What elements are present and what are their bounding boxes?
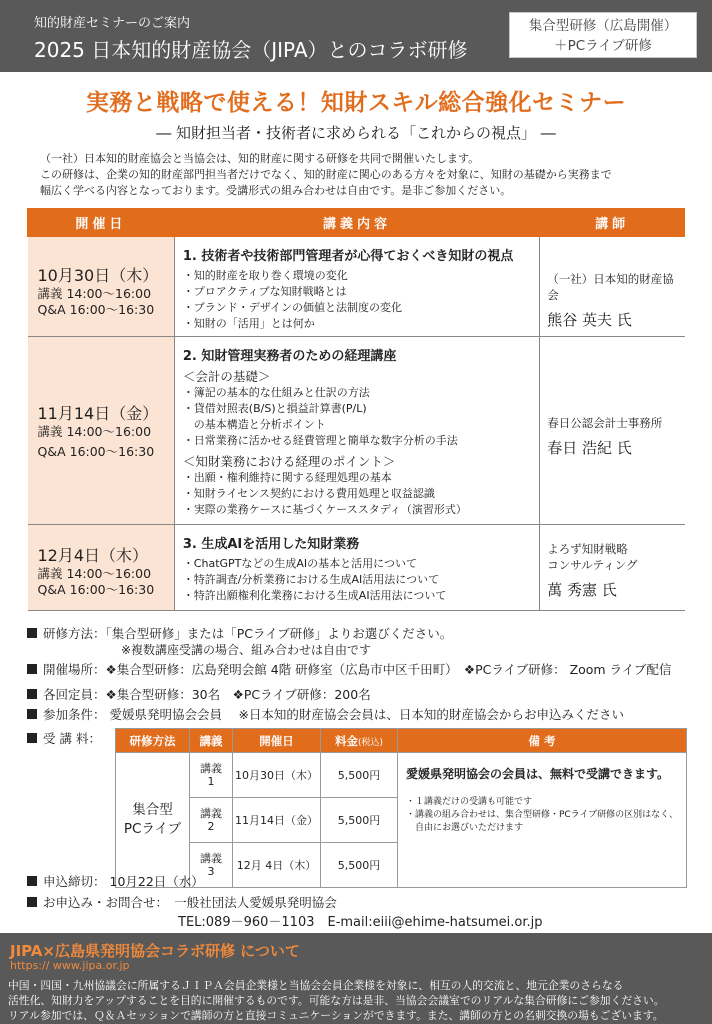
fee-col-price (321, 729, 398, 753)
fee-col-price-tax: (税込) (357, 737, 384, 748)
format-box (509, 12, 697, 58)
row3-heading: 3. 生成AIを活用した知財業務 (182, 537, 360, 552)
info-method-note: ※複数講座受講の場合、組み合わせは自由です (121, 643, 372, 657)
fee-note-1: ・１講義だけの受講も可能です (406, 797, 533, 807)
fee-type-cell (116, 753, 190, 888)
contact-tel-email: TEL:089－960－1103 E-mail:eiii@ehime-hatsumei.or.jp (178, 915, 543, 930)
header-banner (0, 0, 712, 72)
fee-price: 5,500円 (321, 798, 398, 843)
row2-item: の基本構造と分析ポイント (182, 418, 326, 431)
fee-date: 11月14日（金） (233, 798, 321, 843)
capacity-value: ：❖集合型研修：30名 ❖PCライブ研修：200名 (93, 687, 371, 702)
fee-type-line-2: PCライブ (123, 821, 182, 837)
info-deadline (27, 872, 204, 890)
row1-time-qa: Q&A 16:00～16:30 (37, 302, 155, 317)
row2-item: ・簿記の基本的な仕組みと仕訳の方法 (182, 386, 370, 399)
fee-note-3: 自由にお選びいただけます (406, 823, 524, 833)
schedule-row-3 (28, 525, 685, 611)
row3-lecturer-org-1: よろず知財戦略 (547, 542, 628, 556)
row1-content-cell (174, 237, 539, 337)
row3-item: ・特許出願権利化業務における生成AI活用法について (182, 589, 447, 602)
footer-url-link[interactable]: https:// www.jipa.or.jp (10, 959, 130, 972)
info-capacity (27, 685, 371, 703)
row1-lecturer-name: 熊谷 英夫 氏 (547, 311, 632, 329)
row2-item: ・日常業務に活かせる経費管理と簡単な数字分析の手法 (182, 434, 458, 447)
fee-colon: ： (88, 731, 101, 746)
info-fee (27, 729, 101, 747)
fee-lecture-number: 2 (207, 820, 215, 833)
row2-content-cell (174, 337, 539, 525)
row3-time-qa: Q&A 16:00～16:30 (37, 582, 155, 597)
fee-date: 12月 4日（木） (233, 843, 321, 888)
row1-heading: 1. 技術者や技術部門管理者が心得ておくべき知財の視点 (182, 249, 514, 264)
row2-item: ・実際の業務ケースに基づくケーススタディ（演習形式） (182, 503, 467, 516)
row1-item: ・ブランド・デザインの価値と法制度の変化 (182, 301, 403, 314)
bullet-square-icon (27, 897, 37, 907)
fee-header-row (116, 729, 687, 753)
fee-lecture-number: 1 (207, 775, 215, 788)
fee-date: 10月30日（木） (233, 753, 321, 798)
info-condition (27, 705, 624, 723)
footer-title: JIPA×広島県発明協会コラボ研修 について (10, 942, 300, 960)
deadline-label: 申込締切 (43, 874, 94, 889)
info-venue (27, 660, 671, 678)
bullet-square-icon (27, 628, 37, 638)
row2-item: ・知財ライセンス契約における費用処理と収益認識 (182, 487, 435, 500)
fee-lecture-cell (190, 753, 233, 798)
row2-subheading-ip: ＜知財業務における経理のポイント＞ (182, 454, 396, 469)
row1-date-cell (28, 237, 175, 337)
row2-time-qa: Q&A 16:00～16:30 (37, 444, 155, 459)
row3-item: ・ChatGPTなどの生成AIの基本と活用について (182, 557, 417, 570)
row3-content-cell (174, 525, 539, 611)
format-line-2: ＋PCライブ研修 (554, 38, 652, 54)
venue-value: ：❖集合型研修：広島発明会館 4階 研修室（広島市中区千田町） ❖PCライブ研修： Zoom ライブ配信 (93, 662, 672, 677)
col-date-header: 開催日 (28, 209, 175, 237)
fee-col-price-label: 料金 (334, 733, 358, 748)
row2-subheading-accounting: ＜会計の基礎＞ (182, 369, 271, 384)
seminar-guide-label: 知的財産セミナーのご案内 (34, 16, 191, 31)
footer-line-1: 中国・四国・九州協議会に所属するＪＩＰＡ会員企業様と当協会会員企業様を対象に、相互の人的交流と、地元企業のさらなる (8, 979, 624, 992)
footer-body (8, 978, 708, 1023)
intro-text (40, 151, 690, 199)
row3-date-cell (28, 525, 175, 611)
row2-date: 11月14日（金） (37, 404, 159, 423)
fee-type-line-1: 集合型 (132, 802, 173, 818)
fee-col-method: 研修方法 (116, 729, 190, 753)
footer-line-3: リアル参加では、Ｑ＆Ａセッションで講師の方と直接コミュニケーションができます。また、講師の方との名刺交換の場もございます。 (8, 1009, 664, 1022)
fee-row (116, 753, 687, 798)
row1-item: ・知的財産を取り巻く環境の変化 (182, 269, 348, 282)
row1-item: ・プロアクティブな知財戦略とは (182, 285, 347, 298)
bullet-square-icon (27, 876, 37, 886)
deadline-value: ： 10月22日（水） (93, 874, 204, 889)
intro-line-3: 幅広く学べる内容となっております。受講形式の組み合わせは自由です。是非ご参加ください。 (40, 184, 512, 197)
fee-lecture-label: 講義 (200, 807, 222, 820)
row2-lecturer-cell (540, 337, 685, 525)
fee-col-note: 備 考 (398, 729, 687, 753)
row3-item: ・特許調査/分析業務における生成AI活用法について (182, 573, 440, 586)
schedule-table (27, 208, 685, 611)
fee-price: 5,500円 (321, 843, 398, 888)
schedule-header-row (28, 209, 685, 237)
info-contact (27, 893, 337, 911)
fee-col-date: 開催日 (233, 729, 321, 753)
fee-note-member-free: 愛媛県発明協会の会員は、無料で受講できます。 (406, 767, 670, 781)
fee-lecture-number: 3 (207, 865, 215, 878)
contact-value: ： 一般社団法人愛媛県発明協会 (155, 895, 337, 910)
row3-lecturer-cell (540, 525, 685, 611)
condition-value: ： 愛媛県発明協会会員 ※日本知的財産協会会員は、日本知的財産協会からお申込みください (93, 707, 624, 722)
row2-date-cell (28, 337, 175, 525)
fee-col-lecture: 講義 (190, 729, 233, 753)
fee-note-cell (398, 753, 687, 888)
fee-price: 5,500円 (321, 753, 398, 798)
schedule-row-1 (28, 237, 685, 337)
row1-time-lecture: 講義 14:00～16:00 (37, 286, 152, 301)
fee-lecture-cell (190, 798, 233, 843)
intro-line-2: この研修は、企業の知的財産部門担当者だけでなく、知的財産に関心のある方々を対象に、知財の基礎から実務まで (40, 168, 612, 181)
main-title: 実務と戦略で使える！知財スキル総合強化セミナー (85, 90, 627, 116)
info-method (27, 624, 452, 642)
method-value: ：「集合型研修」または「PCライブ研修」よりお選びください。 (93, 626, 453, 641)
row1-item: ・知財の「活用」とは何か (182, 317, 315, 330)
row2-heading: 2. 知財管理実務者のための経理講座 (182, 349, 397, 364)
row3-lecturer-name: 萬 秀憲 氏 (547, 581, 617, 599)
row1-lecturer-org: （一社）日本知的財産協会 (547, 272, 674, 302)
row2-lecturer-org: 春日公認会計士事務所 (547, 416, 663, 430)
bullet-square-icon (27, 689, 37, 699)
row2-item: ・貸借対照表(B/S)と損益計算書(P/L) (182, 402, 367, 415)
row3-date: 12月4日（木） (37, 546, 149, 565)
fee-label: 受 講 料 (43, 731, 89, 746)
row3-time-lecture: 講義 14:00～16:00 (37, 566, 152, 581)
row2-time-lecture: 講義 14:00～16:00 (37, 424, 152, 439)
footer-panel (0, 933, 712, 1024)
col-lecturer-header: 講師 (540, 209, 685, 237)
intro-line-1: （一社）日本知的財産協会と当協会は、知的財産に関する研修を共同で開催いたします。 (40, 152, 480, 165)
fee-lecture-label: 講義 (200, 762, 222, 775)
bullet-square-icon (27, 733, 37, 743)
row1-lecturer-cell (540, 237, 685, 337)
subtitle: ― 知財担当者・技術者に求められる「これからの視点」 ― (156, 124, 556, 142)
row3-lecturer-org-2: コンサルティング (547, 558, 638, 572)
row1-date: 10月30日（木） (37, 266, 159, 285)
contact-label: お申込み・お問合せ (43, 895, 156, 910)
fee-note-2: ・講義の組み合わせは、集合型研修・PCライブ研修の区別はなく、 (406, 810, 678, 820)
fee-table (115, 728, 687, 888)
bullet-square-icon (27, 709, 37, 719)
row2-lecturer-name: 春日 浩紀 氏 (547, 439, 632, 457)
banner-title: 2025 日本知的財産協会（JIPA）とのコラボ研修 (34, 38, 468, 62)
fee-lecture-label: 講義 (200, 852, 222, 865)
condition-label: 参加条件 (43, 707, 94, 722)
bullet-square-icon (27, 664, 37, 674)
capacity-label: 各回定員 (43, 687, 94, 702)
venue-label: 開催場所 (43, 662, 94, 677)
method-label: 研修方法 (43, 626, 94, 641)
schedule-row-2 (28, 337, 685, 525)
col-content-header: 講義内容 (174, 209, 539, 237)
footer-line-2: 活性化、知財力をアップすることを目的に開催するものです。可能な方は是非、当協会会議室でのリアルな集合研修にご参加ください。 (8, 994, 665, 1007)
row2-item: ・出願・権利維持に関する経理処理の基本 (182, 471, 392, 484)
format-line-1: 集合型研修（広島開催） (528, 18, 678, 34)
